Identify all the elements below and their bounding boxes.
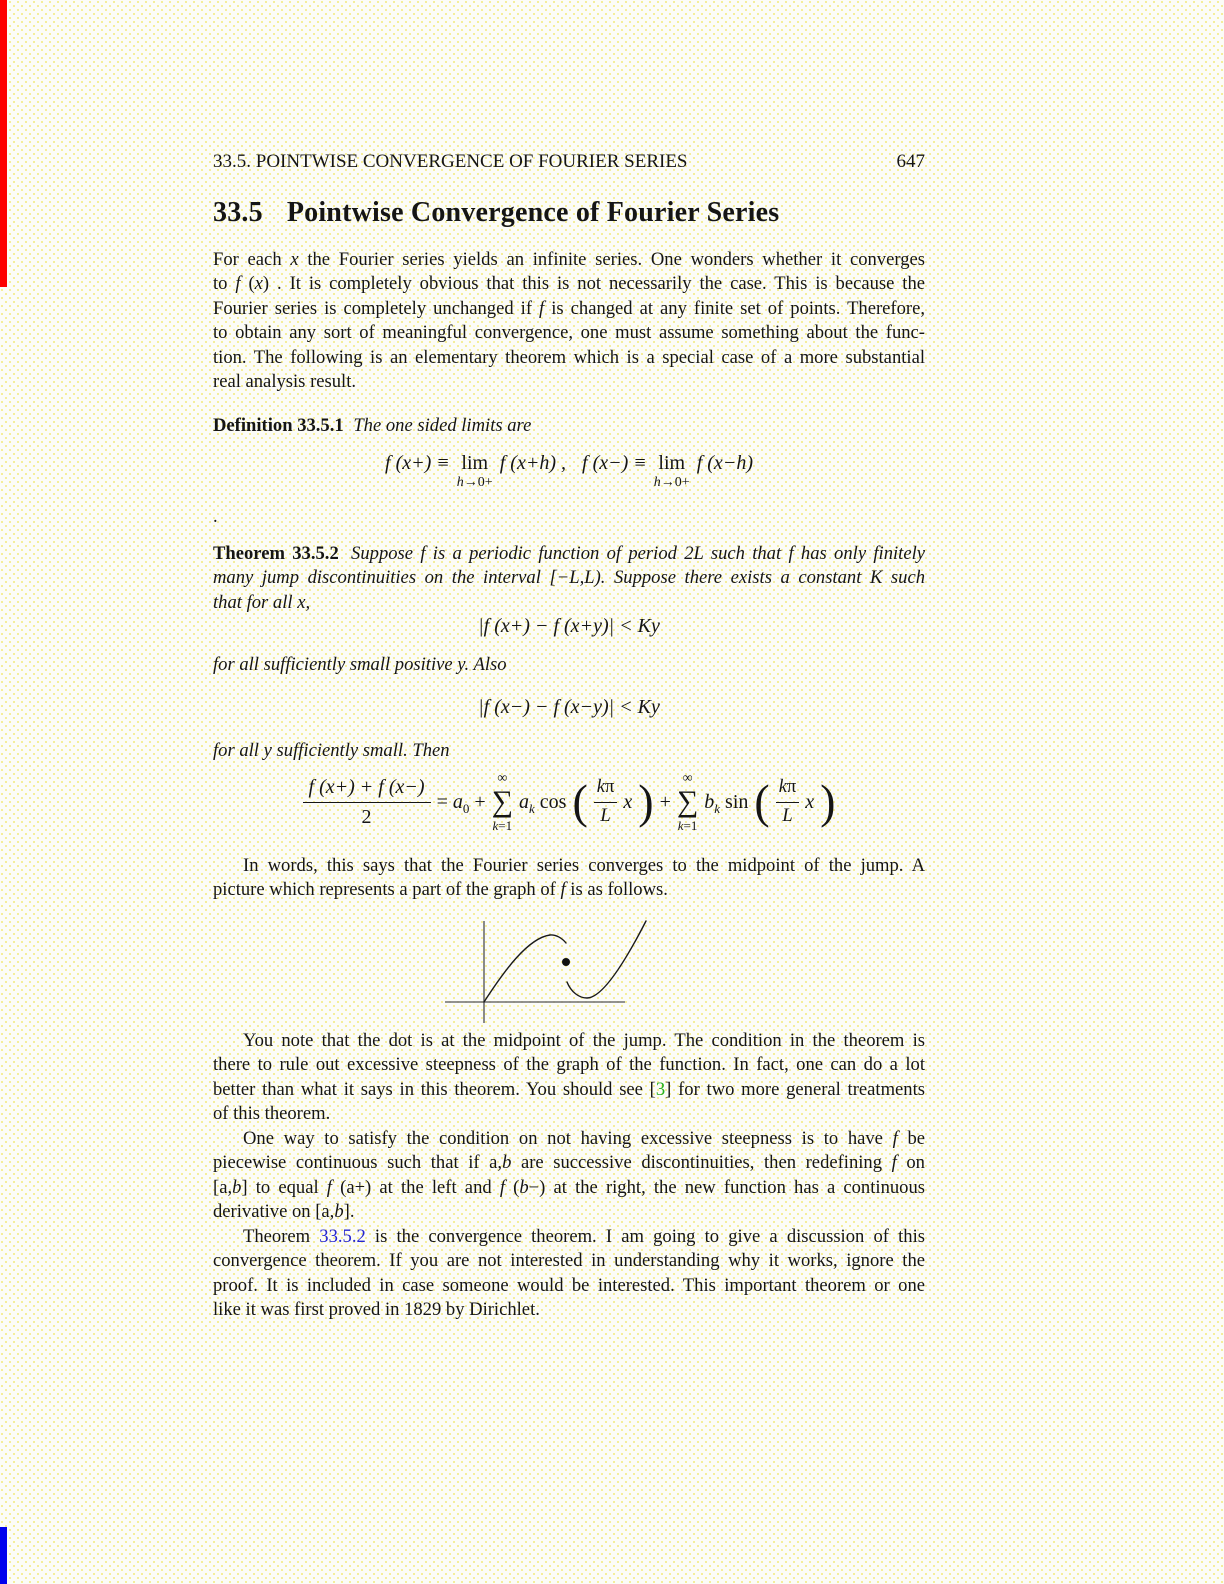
left-curve [484,935,566,1002]
text-line: like it was first proved in 1829 by Dirichlet. [213,1299,540,1321]
text-line: to f (x) . It is completely obvious that this is not necessarily the case. This is because the [213,273,925,295]
intro-paragraph [213,248,925,394]
formula-term: x [805,790,815,813]
formula-term: $b_k$ sin [704,790,749,816]
left-edge-blue-marker [0,1527,7,1584]
theorem-text-line [213,739,925,763]
text-line: One way to satisfy the condition on not having excessive steepness is to have f be [243,1128,925,1149]
formula-term: f (x+h) , [499,452,566,474]
text-line: piecewise continuous such that if a,b are successive discontinuities, then redefining f on [213,1152,925,1174]
kpi-over-L-fraction [776,778,800,826]
text-line: tion. The following is an elementary theorem which is a special case of a more substantial [213,346,925,368]
lim-subscript: h→0+ [653,475,690,490]
text-line: . [213,506,218,527]
fraction-numerator: f (x+) + f (x−) [303,777,431,803]
limit-operator [654,453,690,490]
summation-operator [492,772,513,832]
text-line: Fourier series is completely unchanged if f is changed at any finite set of points. Therefore, [213,297,925,319]
fraction-denominator: L [600,805,611,826]
page-number: 647 [896,151,925,172]
right-curve [567,921,646,998]
theorem-ref-link[interactable]: 33.5.2 [319,1226,366,1247]
stray-period [213,505,925,529]
lim-symbol: lim [658,452,686,474]
inwords-paragraph [213,854,925,903]
limit-operator [457,453,493,490]
section-title-text: Pointwise Convergence of Fourier Series [286,197,780,228]
inequality-formula-1 [213,615,925,638]
bold-label: Theorem 33.5.2 [213,543,339,564]
infinity-symbol: ∞ [497,771,508,786]
text-line: proof. It is included in case someone would be interested. This important theorem or one [213,1274,925,1296]
formula-term: = $a_0$ + [436,790,486,816]
text-line: of this theorem. [213,1103,331,1125]
text-line: better than what it says in this theorem. You should see [3] for two more general treatments [213,1078,925,1100]
formula-term: |f (x+) − f (x+y)| < Ky [478,615,660,637]
formula-term: f (x+) ≡ [385,452,450,474]
text-line: For each x the Fourier series yields an infinite series. One wonders whether it converges [213,249,925,270]
oneway-paragraph [213,1127,925,1225]
left-edge-red-marker [0,0,7,287]
formula-term: f (x−) ≡ [582,452,647,474]
sigma-symbol: ∑ [491,785,514,818]
left-paren: ( [572,775,588,828]
section-number: 33.5 [213,197,263,228]
fraction-denominator: 2 [361,805,372,828]
midpoint-dot [562,958,570,966]
fraction-numerator: kπ [776,778,800,802]
plus-sign: + [659,790,671,813]
closing-paragraph [213,1225,925,1323]
text-line: for all y sufficiently small. Then [213,740,450,761]
midpoint-fraction [303,777,431,828]
text-line: that for all x, [213,591,311,613]
citation-link[interactable]: 3 [655,1078,666,1100]
text-line: In words, this says that the Fourier series converges to the midpoint of the jump. A [243,855,925,876]
fourier-series-formula [213,772,925,832]
text-line: for all sufficiently small positive y. Also [213,654,507,675]
jump-discontinuity-figure [440,913,655,1028]
running-header [213,150,925,174]
sum-lower-limit: k=1 [492,818,513,833]
text-line: Theorem 33.5.2 Suppose f is a periodic function of period 2L such that f has only finitely [213,543,925,564]
section-heading [213,196,925,230]
running-header-text: 33.5. POINTWISE CONVERGENCE OF FOURIER SERIES [213,151,688,172]
right-paren: ) [820,775,836,828]
sigma-symbol: ∑ [676,785,699,818]
left-paren: ( [754,775,770,828]
sum-lower-limit: k=1 [677,818,698,833]
theorem-text-line [213,653,925,677]
fraction-numerator: kπ [594,778,618,802]
text-line: convergence theorem. If you are not interested in understanding why it works, ignore the [213,1250,925,1272]
text-line: real analysis result. [213,371,357,393]
formula-term: x [623,790,633,813]
text-line: Theorem 33.5.2 is the convergence theorem. I am going to give a discussion of this [243,1226,925,1247]
formula-term: f (x−h) [696,452,753,474]
text-line: Definition 33.5.1 The one sided limits are [213,415,532,436]
inequality-formula-2 [213,696,925,719]
younote-paragraph [213,1029,925,1127]
one-sided-limits-formula [213,452,925,490]
right-paren: ) [638,775,654,828]
text-line: to obtain any sort of meaningful convergence, one must assume something about the func- [213,322,925,344]
summation-operator [677,772,698,832]
definition-heading [213,414,925,438]
kpi-over-L-fraction [594,778,618,826]
fraction-denominator: L [782,805,793,826]
bold-label: Definition 33.5.1 [213,415,344,436]
text-line: there to rule out excessive steepness of the graph of the function. In fact, one can do a lot [213,1054,925,1076]
infinity-symbol: ∞ [682,771,693,786]
text-line: You note that the dot is at the midpoint of the jump. The condition in the theorem is [243,1030,925,1051]
text-line: [a,b] to equal f (a+) at the left and f (b−) at the right, the new function has a continuous [213,1176,925,1198]
formula-term: $a_k$ cos [519,790,567,816]
formula-term: |f (x−) − f (x−y)| < Ky [478,696,660,718]
lim-symbol: lim [461,452,489,474]
text-line: derivative on [a,b]. [213,1201,355,1223]
text-line: many jump discontinuities on the interval [−L,L). Suppose there exists a constant K such [213,567,925,589]
lim-subscript: h→0+ [456,475,493,490]
text-line: picture which represents a part of the graph of f is as follows. [213,879,668,901]
theorem-statement [213,542,925,615]
